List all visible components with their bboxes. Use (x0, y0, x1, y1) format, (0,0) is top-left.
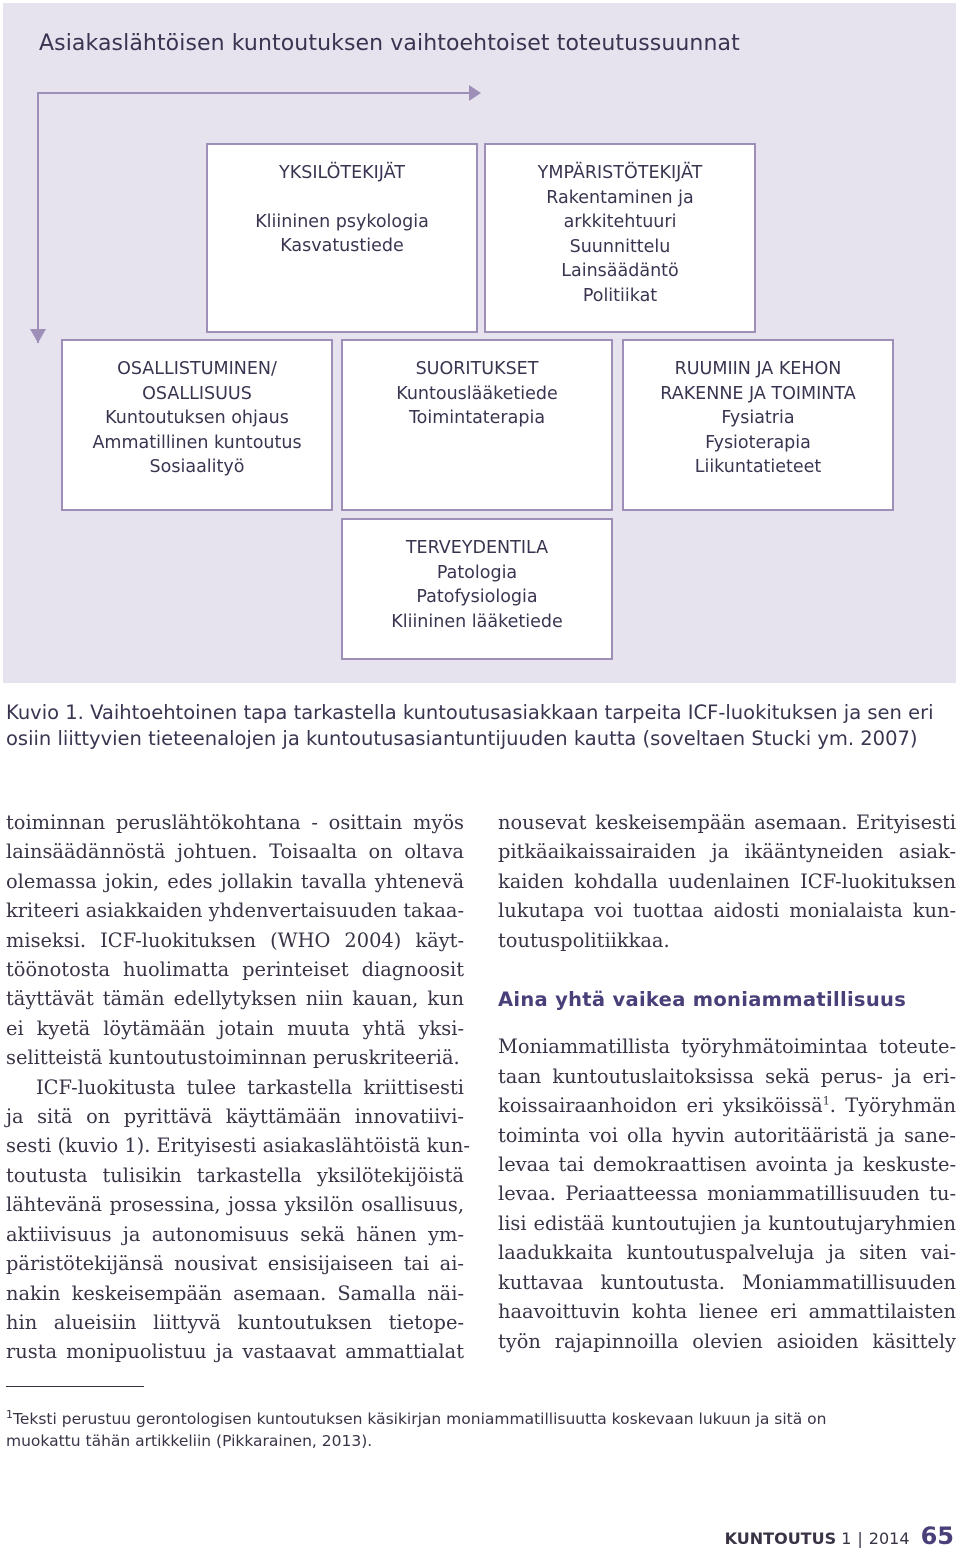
text-line: rusta monipuolistuu ja vastaavat ammattialat (6, 1340, 464, 1364)
box-heading: YMPÄRISTÖTEKIJÄT (537, 163, 703, 183)
text-line: täyttävät tämän edellytyksen niin kauan, kun (6, 987, 464, 1011)
footnote-ref[interactable]: 1 (822, 1094, 830, 1108)
text-line: ei kyetä löytämään jotain muuta yhtä yksi- (6, 1016, 464, 1040)
box-line: Politiikat (582, 285, 658, 306)
text-line: työn rajapinnoilla olevien asioiden käsittely (498, 1329, 956, 1353)
box-ymparistotekijat (484, 143, 756, 333)
box-heading: OSALLISTUMINEN/ (117, 359, 277, 379)
text-line: miseksi. ICF-luokituksen (WHO 2004) käyt- (6, 928, 464, 952)
text-line: sesti (kuvio 1). Erityisesti asiakaslähtöistä kun- (6, 1134, 470, 1158)
text-line: levaa. Periaatteessa moniammatillisuuden tu- (498, 1182, 956, 1206)
text-line: kuttavaa kuntoutusta. Moniammatillisuuden (498, 1270, 956, 1294)
text-line: lukutapa voi tuottaa aidosti monialaista kun- (498, 899, 956, 923)
journal-name: KUNTOUTUS (724, 1529, 837, 1548)
box-line: Sosiaalityö (149, 457, 245, 477)
arrow-head-down (30, 329, 46, 343)
footnote-text: Teksti perustuu gerontologisen kuntoutuksen käsikirjan moniammatillisuutta koskevaan lukuun ja sitä on (13, 1410, 827, 1428)
text-line-with-footnote (498, 1091, 956, 1120)
box-heading: RUUMIIN JA KEHON (674, 359, 842, 379)
text-line: hin alueisiin liittyvä kuntoutuksen tietope- (6, 1310, 464, 1334)
text-line: toiminta voi olla hyvin autoritääristä ja sane- (498, 1123, 956, 1147)
box-line: Kliininen lääketiede (391, 611, 563, 632)
text-line: toiminnan peruslähtökohtana - osittain myös (6, 811, 464, 834)
text-line: lähtevänä prosessina, jossa yksilön osallisuus, (6, 1193, 464, 1217)
figure-panel (3, 3, 956, 683)
text-line: toutuspolitiikkaa. (498, 928, 670, 952)
box-heading: YKSILÖTEKIJÄT (279, 163, 405, 183)
text-line: taan kuntoutuslaitoksissa sekä perus- ja eri- (498, 1064, 956, 1088)
text-line: pitkäaikaissairaiden ja ikääntyneiden asiak- (498, 840, 956, 864)
text-line: kaiden kohdalla uudenlainen ICF-luokituksen (498, 869, 956, 893)
box-osallistuminen (61, 339, 333, 511)
text-line: ICF-luokitusta tulee tarkastella kriittisesti (36, 1075, 464, 1099)
box-line: Fysioterapia (705, 432, 811, 453)
issue-number: 1 (841, 1529, 852, 1548)
box-line: Kliininen psykologia (255, 211, 429, 232)
box-line: Kasvatustiede (280, 236, 404, 256)
text-line: lainsäädännöstä johtuen. Toisaalta on oltava (6, 840, 464, 864)
issue-year: 2014 (868, 1529, 910, 1548)
footnote-line: muokattu tähän artikkeliin (Pikkarainen, 2013). (6, 1432, 373, 1450)
text-segment: koissairaanhoidon eri yksiköissä (498, 1094, 823, 1118)
arrow-head-right (469, 85, 481, 101)
text-line: nakin keskeisempään asemaan. Samalla näi- (6, 1281, 464, 1305)
body-left-column (6, 808, 470, 1367)
footnote-marker: 1 (6, 1407, 13, 1421)
box-line: Liikuntatieteet (694, 457, 822, 477)
box-line: Lainsäädäntö (561, 261, 679, 281)
box-line: Rakentaminen ja (546, 187, 694, 208)
box-yksilotekijat (206, 143, 478, 333)
box-line: Patofysiologia (416, 587, 538, 607)
footnote (6, 1408, 956, 1452)
box-terveydentila (341, 518, 613, 660)
box-heading: OSALLISUUS (142, 383, 252, 404)
text-line: aktiivisuus ja autonomisuus sekä hänen ym- (6, 1222, 464, 1246)
text-line: selitteistä kuntoutustoiminnan peruskriteeriä. (6, 1046, 460, 1070)
text-line: nousevat keskeisempään asemaan. Erityisesti (498, 811, 956, 834)
body-right-column (498, 808, 956, 1356)
box-line: Patologia (436, 562, 518, 583)
text-line: toutusta tulisikin tarkastella yksilötekijöistä (6, 1163, 464, 1187)
caption-line: Kuvio 1. Vaihtoehtoinen tapa tarkastella kuntoutusasiakkaan tarpeita ICF-luokituksen ja sen eri (6, 701, 934, 724)
box-heading: SUORITUKSET (415, 359, 539, 379)
box-line: arkkitehtuuri (563, 212, 677, 232)
box-line: Toimintaterapia (408, 408, 546, 428)
text-line: olemassa jokin, edes jollakin tavalla yhtenevä (6, 869, 464, 893)
footnote-divider (6, 1386, 144, 1387)
text-line: töönotosta huolimatta perinteiset diagnoosit (6, 958, 464, 982)
footnote-line (6, 1408, 956, 1430)
box-ruumiin-ja-kehon (622, 339, 894, 511)
text-line: laadukkaita kuntoutuspalveluja ja siten vai- (498, 1241, 956, 1265)
figure-title: Asiakaslähtöisen kuntoutuksen vaihtoehtoiset toteutussuunnat (39, 31, 740, 56)
box-line: Kuntoutuksen ohjaus (105, 408, 289, 428)
text-line: lisi edistää kuntoutujien ja kuntoutujaryhmien (498, 1211, 956, 1235)
box-suoritukset (341, 339, 613, 511)
text-line: kriteeri asiakkaiden yhdenvertaisuuden takaa- (6, 899, 464, 923)
box-line: Kuntouslääketiede (396, 383, 558, 404)
text-line: ja sitä on pyrittävä käyttämään innovatiivi- (6, 1105, 464, 1129)
text-line: levaa tai demokraattisen avointa ja keskuste- (498, 1153, 956, 1177)
text-segment: . Työryhmän (829, 1094, 956, 1118)
text-line: Moniammatillista työryhmätoimintaa toteute- (498, 1035, 956, 1059)
figure-caption (6, 700, 956, 752)
text-line: päristötekijänsä nousivat ensisijaiseen tai ai- (6, 1252, 464, 1276)
page-footer: KUNTOUTUS 1 | 2014 65 (724, 1522, 954, 1550)
box-heading: TERVEYDENTILA (405, 538, 549, 558)
box-line: Fysiatria (721, 408, 795, 428)
caption-line: osiin liittyvien tieteenalojen ja kuntoutusasiantuntijuuden kautta (soveltaen Stucki ym. 2007) (6, 727, 918, 750)
section-heading: Aina yhtä vaikea moniammatillisuus (498, 988, 907, 1012)
page-number: 65 (920, 1522, 954, 1550)
text-line: haavoittuvin kohta lienee eri ammattilaisten (498, 1300, 956, 1324)
box-heading: RAKENNE JA TOIMINTA (660, 383, 856, 404)
box-line: Ammatillinen kuntoutus (92, 432, 302, 453)
box-line: Suunnittelu (569, 236, 671, 257)
